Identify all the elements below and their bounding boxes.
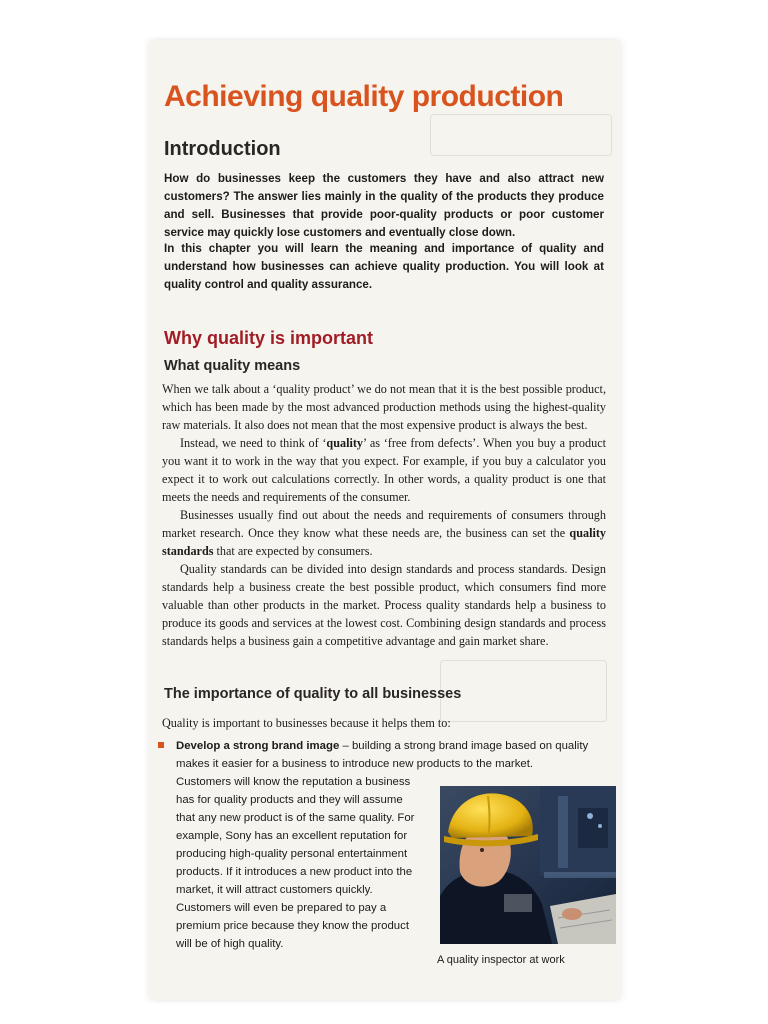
key-term-quality-standards: quality standards bbox=[162, 526, 606, 558]
section-heading-why-quality: Why quality is important bbox=[164, 328, 374, 348]
body-paragraph: Instead, we need to think of ‘quality’ as ‘free from defects’. When you buy a product you want it to work in the way that you expect. For example, if you buy a calculator you expect it to work out calculations correctly. In other words, a quality product is one that meets the needs and requirements of the consumer. bbox=[162, 436, 607, 504]
subheading-importance-of-quality: The importance of quality to all businesses bbox=[164, 686, 462, 702]
importance-intro: Quality is important to businesses because it helps them to: bbox=[162, 716, 451, 730]
book-page bbox=[150, 40, 620, 1000]
bullet-brand-image-detail: Customers will know the reputation a business has for quality products and they will assume that any new product is of the same quality. For example, Sony has an excellent reputation for producing high-quality personal entertainment products. If it introduces a new product into the market, it will attract customers quickly. Customers will even be prepared to pay a premium price because they know the product will be of high quality. bbox=[176, 776, 415, 950]
what-quality-means-body bbox=[162, 380, 606, 650]
introduction-paragraph: How do businesses keep the customers they have and also attract new customers? The answer lies mainly in the quality of the products they produce and sell. Businesses that provide poor-quality products or poor customer service may quickly lose customers and eventually close down. bbox=[164, 172, 604, 239]
chapter-overview-paragraph: In this chapter you will learn the meaning and importance of quality and understand how businesses can achieve quality production. You will look at quality control and quality assurance. bbox=[164, 242, 604, 291]
page-title: Achieving quality production bbox=[164, 80, 564, 113]
body-paragraph: Quality standards can be divided into design standards and process standards. Design standards help a business create the best possible product, which consumers find more valuable than other products in the market. Process quality standards help a business to produce its goods and services at the lowest cost. Combining design standards and process standards helps a business gain a competitive advantage and gain market share. bbox=[162, 562, 606, 648]
key-term-quality: quality bbox=[326, 436, 363, 450]
subheading-what-quality-means: What quality means bbox=[164, 358, 301, 374]
quality-inspector-photo bbox=[440, 786, 616, 944]
bullet-square-icon bbox=[158, 742, 164, 748]
bullet-brand-image-lead: Develop a strong brand image – building a strong brand image based on quality makes it easier for a business to introduce new products to the market. bbox=[176, 740, 589, 770]
body-paragraph: When we talk about a ‘quality product’ we do not mean that it is the best possible product, which has been made by the most advanced production methods using the highest-quality raw materials. It also does not mean that the most expensive product is always the best. bbox=[162, 382, 606, 432]
body-paragraph: Businesses usually find out about the needs and requirements of consumers through market research. Once they know what these needs are, the business can set the quality standards that are expected by consumers. bbox=[162, 508, 606, 558]
introduction-heading: Introduction bbox=[164, 138, 281, 160]
photo-caption: A quality inspector at work bbox=[437, 954, 565, 966]
